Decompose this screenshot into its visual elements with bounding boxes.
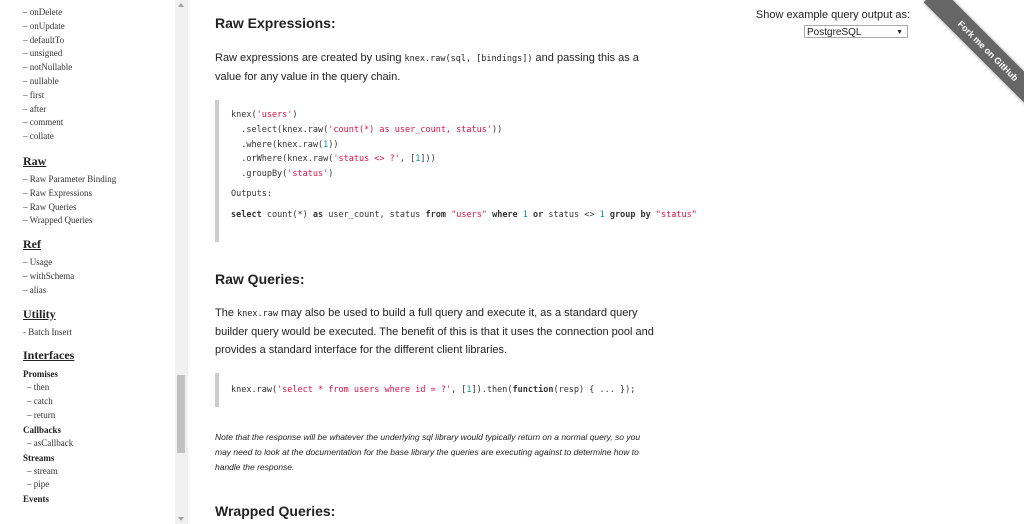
- sidebar-heading-interfaces[interactable]: Interfaces: [23, 348, 75, 363]
- code-block-raw-expressions: knex('users') .select(knex.raw('count(*) as user_count, status')) .where(knex.raw(1)) .orWhere(knex.raw('status <> ?', [1])) .groupBy('status'): [215, 100, 751, 242]
- para-text: may also be used to build a full query and execute it, as a standard query builder query would be executed. The benefit of this is that it uses the connection pool and provides a standard interface for the different client libraries.: [215, 307, 654, 356]
- code-block-raw-queries: knex.raw('select * from users where id = ?', [1]).then(function(resp) { ... });: [215, 373, 751, 407]
- sidebar-item-comment[interactable]: – comment: [23, 117, 64, 128]
- scroll-up-arrow-icon[interactable]: [178, 3, 184, 7]
- sidebar-item-usage[interactable]: – Usage: [23, 257, 53, 268]
- chevron-down-icon: ▼: [896, 29, 903, 36]
- inline-code: knex.raw: [237, 309, 278, 319]
- sidebar-item-then[interactable]: – then: [27, 382, 50, 393]
- section-title-raw-queries: Raw Queries:: [215, 271, 305, 287]
- sidebar-item-ondelete[interactable]: – onDelete: [23, 7, 63, 17]
- para-text: Raw expressions are created by using: [215, 52, 405, 64]
- sidebar-item-stream[interactable]: – stream: [27, 465, 58, 476]
- github-ribbon[interactable]: [914, 0, 1024, 110]
- sidebar-item-unsigned[interactable]: – unsigned: [23, 48, 63, 59]
- sidebar-item-return[interactable]: – return: [27, 409, 56, 420]
- sidebar-item-raw-expressions[interactable]: – Raw Expressions: [23, 187, 92, 198]
- sidebar-heading-utility[interactable]: Utility: [23, 306, 56, 321]
- sidebar-item-withschema[interactable]: – withSchema: [23, 270, 75, 281]
- raw-queries-paragraph: [215, 304, 665, 359]
- sidebar-heading-ref[interactable]: Ref: [23, 237, 41, 252]
- para-text: The: [215, 307, 238, 319]
- sidebar-item-wrapped-queries[interactable]: – Wrapped Queries: [23, 215, 93, 226]
- sidebar-item-alias[interactable]: – alias: [23, 284, 47, 295]
- para-text: and passing this as a value for any value in the query chain.: [215, 52, 639, 83]
- section-title-raw-expressions: Raw Expressions:: [215, 15, 336, 31]
- sidebar-item-after[interactable]: – after: [23, 103, 47, 114]
- sql-output: select count(*) as user_count, status from "users" where 1 or status <> 1 group by "status": [231, 210, 697, 220]
- selector-label: Show example query output as:: [755, 9, 910, 21]
- sidebar-group-streams[interactable]: Streams: [23, 452, 55, 463]
- raw-expressions-paragraph: [215, 49, 665, 86]
- sidebar-group-events[interactable]: Events: [23, 494, 50, 505]
- outputs-label: Outputs:: [231, 189, 272, 199]
- sidebar-item-raw-queries[interactable]: – Raw Queries: [23, 201, 77, 212]
- sidebar-item-batch-insert[interactable]: - Batch Insert: [23, 326, 72, 337]
- sidebar-item-pipe[interactable]: – pipe: [27, 479, 50, 490]
- section-title-wrapped-queries: Wrapped Queries:: [215, 503, 336, 519]
- sidebar-item-nullable[interactable]: – nullable: [23, 75, 59, 86]
- dialect-select-value: PostgreSQL: [807, 27, 862, 38]
- scrollbar-thumb[interactable]: [177, 375, 185, 453]
- raw-queries-note: Note that the response will be whatever the underlying sql library would typically return on a normal query, so you may need to look at the documentation for the base library the queries are executing against to determine how to handle the response.: [215, 432, 641, 472]
- github-ribbon-label[interactable]: Fork me on GitHub: [924, 0, 1024, 110]
- sidebar-heading-raw[interactable]: Raw: [23, 153, 47, 168]
- inline-code: knex.raw(sql, [bindings]): [404, 54, 533, 64]
- scroll-down-arrow-icon[interactable]: [178, 517, 184, 521]
- sidebar-item-onupdate[interactable]: – onUpdate: [23, 20, 65, 31]
- sidebar-item-collate[interactable]: – collate: [23, 131, 54, 142]
- sidebar-item-notnullable[interactable]: – notNullable: [23, 62, 73, 73]
- dialect-select[interactable]: [804, 25, 908, 38]
- sidebar-item-first[interactable]: – first: [23, 89, 45, 100]
- query-output-selector: [725, 9, 910, 38]
- sidebar-group-promises[interactable]: Promises: [23, 369, 58, 380]
- sidebar-scrollbar[interactable]: [175, 0, 187, 524]
- sidebar-item-defaultto[interactable]: – defaultTo: [23, 34, 65, 45]
- sidebar-item-ascallback[interactable]: – asCallback: [27, 437, 74, 448]
- sidebar-nav: [0, 0, 188, 524]
- sidebar-group-callbacks[interactable]: Callbacks: [23, 424, 62, 435]
- sidebar-item-raw-parameter-binding[interactable]: – Raw Parameter Binding: [23, 173, 117, 184]
- sidebar-item-catch[interactable]: – catch: [27, 396, 53, 407]
